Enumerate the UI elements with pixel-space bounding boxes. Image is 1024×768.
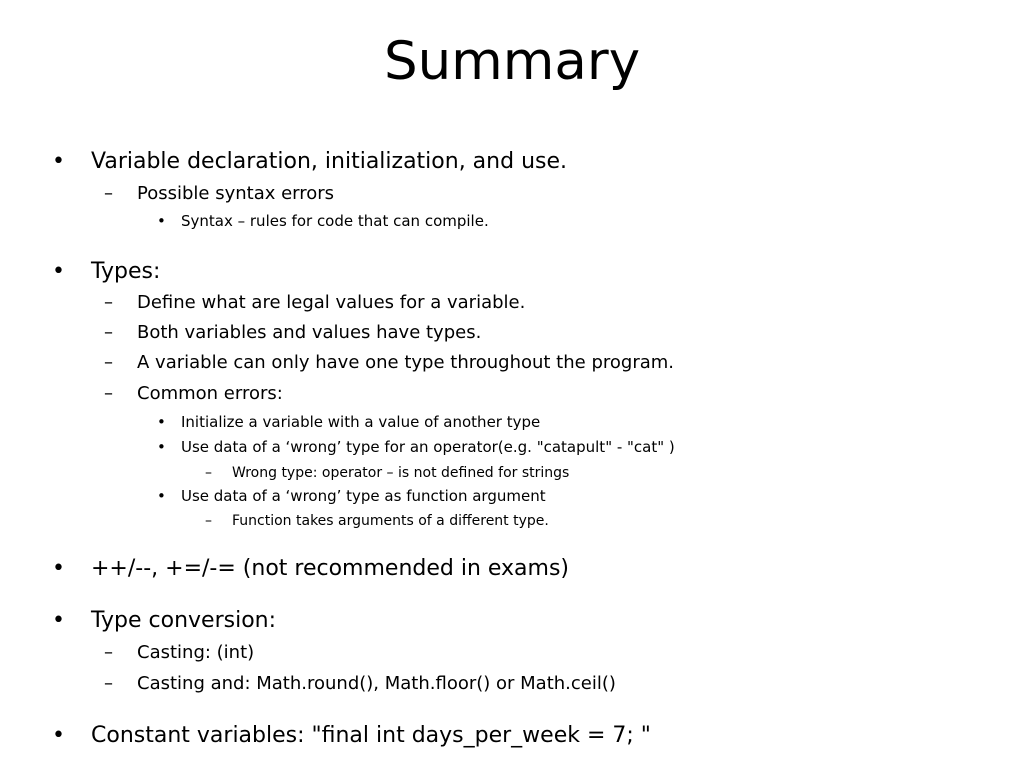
- sub-sub-item-text: Use data of a ‘wrong’ type for an operator(e.g. "catapult" - "cat" ): [181, 438, 675, 456]
- sub-item-text: Casting: (int): [137, 642, 255, 663]
- dash-marker: –: [104, 183, 113, 204]
- sub-sub-item-text: Initialize a variable with a value of another type: [181, 413, 541, 431]
- bullet-text: Type conversion:: [91, 608, 277, 633]
- sub-sub-item-text: Use data of a ‘wrong’ type as function argument: [181, 487, 546, 505]
- sub-item-text: Define what are legal values for a variable.: [137, 292, 526, 313]
- bullet-marker: •: [52, 556, 65, 581]
- dash-marker: –: [104, 642, 113, 663]
- dash-marker: –: [205, 513, 212, 529]
- bullet-marker: •: [52, 149, 65, 174]
- sub-item-text: Both variables and values have types.: [137, 322, 482, 343]
- bullet-text: Types:: [91, 259, 161, 284]
- dash-marker: –: [104, 322, 113, 343]
- bullet-marker: •: [157, 212, 166, 230]
- bullet-text: Variable declaration, initialization, and use.: [91, 149, 567, 174]
- dash-marker: –: [104, 352, 113, 373]
- bullet-marker: •: [52, 608, 65, 633]
- bullet-marker: •: [157, 487, 166, 505]
- sub-item-text: Casting and: Math.round(), Math.floor() or Math.ceil(): [137, 673, 616, 694]
- bullet-marker: •: [52, 723, 65, 748]
- bullet-marker: •: [157, 413, 166, 431]
- sub-item-text: Common errors:: [137, 383, 283, 404]
- slide-title: Summary: [383, 31, 641, 92]
- sub-sub-item-text: Syntax – rules for code that can compile.: [181, 212, 489, 230]
- sub-item-text: A variable can only have one type throughout the program.: [137, 352, 675, 373]
- sub-item-text: Possible syntax errors: [137, 183, 335, 204]
- level-4-item-text: Wrong type: operator – is not defined for strings: [232, 465, 570, 481]
- level-4-item-text: Function takes arguments of a different type.: [232, 513, 549, 529]
- dash-marker: –: [104, 673, 113, 694]
- bullet-text: ++/--, +=/-= (not recommended in exams): [91, 556, 570, 581]
- dash-marker: –: [104, 292, 113, 313]
- bullet-text: Constant variables: "final int days_per_week = 7; ": [91, 723, 651, 748]
- dash-marker: –: [104, 383, 113, 404]
- dash-marker: –: [205, 465, 212, 481]
- bullet-marker: •: [52, 259, 65, 284]
- bullet-marker: •: [157, 438, 166, 456]
